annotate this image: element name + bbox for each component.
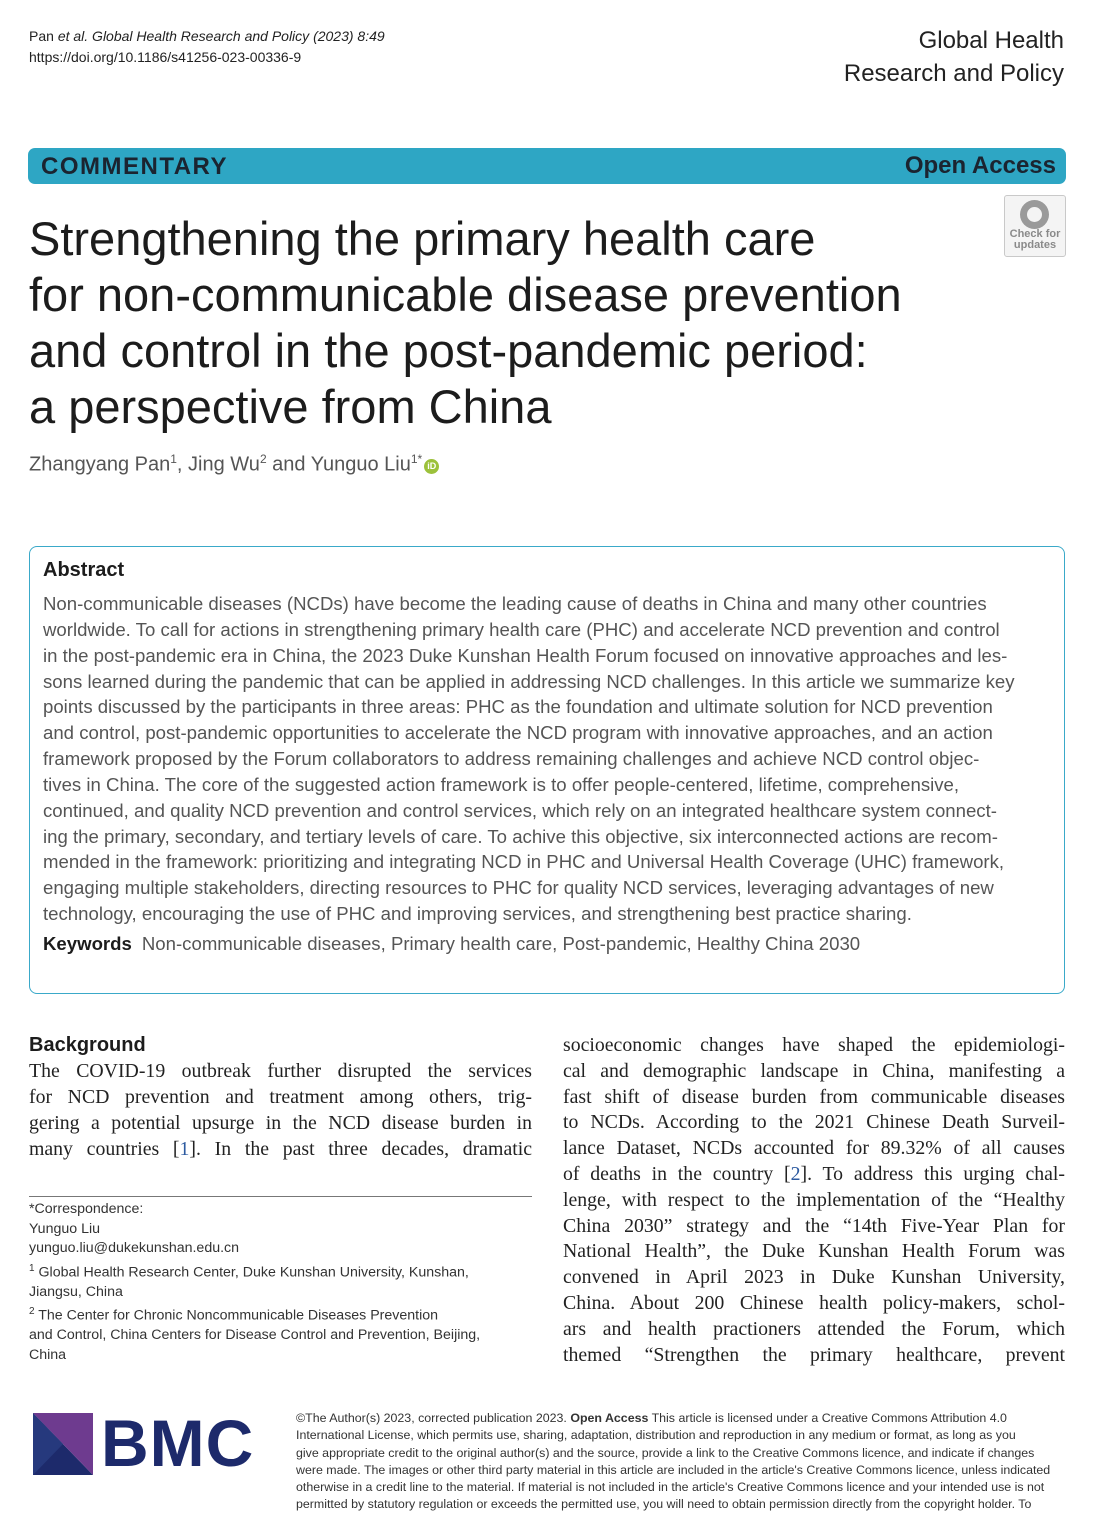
license-copyright: ©The Author(s) 2023, corrected publication 2023. bbox=[296, 1411, 571, 1425]
body-line: lance Dataset, NCDs accounted for 89.32% of all causes bbox=[563, 1137, 1065, 1160]
abstract-heading: Abstract bbox=[43, 559, 125, 581]
correspondence-label: *Correspondence: bbox=[29, 1201, 144, 1217]
abstract-box bbox=[29, 546, 1065, 994]
license-line: permitted by statutory regulation or exceeds the permitted use, you will need to obtain permission directly from the copyright holder. To bbox=[296, 1497, 1032, 1512]
body-column-left bbox=[29, 1059, 532, 1163]
abstract-line: Non-communicable diseases (NCDs) have become the leading cause of deaths in China and many other countries bbox=[43, 593, 987, 614]
affiliation-number: 1 bbox=[29, 1262, 35, 1274]
affiliation-1-cont: Jiangsu, China bbox=[29, 1283, 123, 1300]
body-line: convened in April 2023 in Duke Kunshan University, bbox=[563, 1266, 1065, 1289]
author-list bbox=[29, 452, 439, 477]
author-separator: , bbox=[176, 453, 189, 476]
body-line: The COVID-19 outbreak further disrupted the services bbox=[29, 1060, 532, 1082]
open-access-label: Open Access bbox=[904, 152, 1056, 179]
check-updates-line1: Check for bbox=[1009, 228, 1061, 240]
abstract-text bbox=[43, 591, 1055, 927]
journal-name bbox=[844, 24, 1064, 90]
abstract-line: engaging multiple stakeholders, directing resources to PHC for quality NCD services, leveraging advantages of new bbox=[43, 877, 994, 899]
keywords-line bbox=[43, 933, 860, 955]
license-line: were made. The images or other third party material in this article are included in the article's Creative Commons licence, unless indicated bbox=[296, 1462, 1051, 1477]
body-line: ars and health practioners attended the Forum, which bbox=[563, 1317, 1065, 1340]
body-line: cal and demographic landscape in China, manifesting a bbox=[563, 1059, 1065, 1082]
author-name[interactable]: Yunguo Liu bbox=[310, 453, 411, 476]
affiliation-text: Global Health Research Center, Duke Kunshan University, Kunshan, bbox=[34, 1264, 469, 1281]
affiliation-1 bbox=[29, 1259, 532, 1283]
abstract-line: mended in the framework: prioritizing and integrating NCD in PHC and Universal Health Coverage (UHC) framework, bbox=[43, 851, 1005, 873]
bmc-logo-text: BMC bbox=[101, 1406, 255, 1480]
article-type-label: COMMENTARY bbox=[41, 153, 228, 180]
keywords-label: Keywords bbox=[43, 933, 132, 954]
affiliation-2 bbox=[29, 1302, 532, 1326]
abstract-line: tives in China. The core of the suggested action framework is to offer people-centered, lifetime, comprehensive, bbox=[43, 773, 960, 795]
article-title bbox=[29, 211, 969, 435]
reference-link[interactable]: 1 bbox=[179, 1137, 190, 1160]
license-text bbox=[296, 1410, 1066, 1514]
license-text-part: This article is licensed under a Creative Commons Attribution 4.0 bbox=[648, 1411, 1007, 1425]
check-updates-line2: updates bbox=[1013, 239, 1057, 251]
title-line: for non-communicable disease prevention bbox=[29, 268, 902, 321]
license-line bbox=[296, 1410, 1066, 1427]
author-name[interactable]: Jing Wu bbox=[188, 453, 260, 476]
body-line: socioeconomic changes have shaped the epidemiologi- bbox=[563, 1034, 1065, 1056]
affiliation-2-cont: and Control, China Centers for Disease Control and Prevention, Beijing, bbox=[29, 1327, 481, 1344]
orcid-icon[interactable]: iD bbox=[424, 459, 439, 474]
author-separator: and bbox=[266, 453, 311, 476]
keywords-list: Non-communicable diseases, Primary health care, Post-pandemic, Healthy China 2030 bbox=[141, 933, 861, 954]
footnote-divider bbox=[29, 1196, 532, 1197]
license-line: give appropriate credit to the original author(s) and the source, provide a link to the Creative Commons licence, and indicate if changes bbox=[296, 1445, 1035, 1460]
body-line: lenge, with respect to the implementation of the “Healthy bbox=[563, 1188, 1065, 1211]
citation-journal: et al. Global Health Research and Policy bbox=[57, 28, 310, 44]
body-line: fast shift of disease burden from communicable diseases bbox=[563, 1085, 1065, 1108]
body-line: gering a potential upsurge in the NCD disease burden in bbox=[29, 1111, 532, 1134]
body-line: China. About 200 Chinese health policy-makers, schol- bbox=[563, 1291, 1065, 1314]
abstract-line: technology, encouraging the use of PHC and improving services, and strengthening best practice sharing. bbox=[43, 903, 912, 925]
abstract-line: continued, and quality NCD prevention and control services, which rely on an integrated healthcare system connect- bbox=[43, 799, 997, 821]
abstract-line: and control, post-pandemic opportunities to accelerate the NCD program with innovative approaches, and an action bbox=[43, 722, 993, 744]
title-line: and control in the post-pandemic period: bbox=[29, 324, 868, 377]
citation-header bbox=[29, 26, 385, 68]
license-open-access: Open Access bbox=[570, 1411, 649, 1425]
affiliation-marker: 1* bbox=[410, 452, 423, 466]
body-text: ]. In the past three decades, dramatic bbox=[189, 1137, 532, 1160]
body-text: ]. To address this urging chal- bbox=[800, 1162, 1065, 1185]
reference-link[interactable]: 2 bbox=[790, 1162, 801, 1185]
affiliation-2-cont: China bbox=[29, 1346, 67, 1363]
abstract-line: sons learned during the pandemic that can be applied in addressing NCD challenges. In this article we summarize key bbox=[43, 670, 1015, 692]
abstract-line: in the post-pandemic era in China, the 2023 Duke Kunshan Health Forum focused on innovative approaches and les- bbox=[43, 644, 1008, 666]
abstract-line: ing the primary, secondary, and tertiary levels of care. To achive this objective, six interconnected actions are recom- bbox=[43, 825, 998, 847]
title-line: a perspective from China bbox=[29, 380, 552, 433]
abstract-line: framework proposed by the Forum collaborators to address remaining challenges and achieve NCD control objec- bbox=[43, 748, 980, 770]
bmc-logo[interactable] bbox=[33, 1406, 263, 1480]
check-for-updates-badge[interactable] bbox=[1004, 195, 1066, 257]
article-type-bar bbox=[28, 148, 1066, 184]
body-line: National Health”, the Duke Kunshan Health Forum was bbox=[563, 1240, 1065, 1263]
body-text: of deaths in the country [ bbox=[563, 1162, 791, 1185]
correspondence-name: Yunguo Liu bbox=[29, 1220, 101, 1237]
bmc-logo-mark-icon bbox=[33, 1413, 93, 1475]
title-line: Strengthening the primary health care bbox=[29, 212, 816, 265]
affiliation-number: 2 bbox=[29, 1306, 35, 1318]
body-line: to NCDs. According to the 2021 Chinese Death Surveil- bbox=[563, 1111, 1065, 1134]
journal-name-line2: Research and Policy bbox=[843, 60, 1064, 87]
affiliation-marker: 2 bbox=[259, 452, 267, 466]
license-line: otherwise in a credit line to the material. If material is not included in the article's Creative Commons licence and your intended use is not bbox=[296, 1480, 1045, 1495]
citation-first-author: Pan bbox=[29, 28, 54, 44]
footnotes bbox=[29, 1200, 532, 1365]
body-line bbox=[563, 1162, 1065, 1188]
affiliation-text: The Center for Chronic Noncommunicable Diseases Prevention bbox=[34, 1307, 439, 1324]
body-line bbox=[29, 1137, 532, 1163]
affiliation-marker: 1 bbox=[170, 452, 177, 466]
body-line: themed “Strengthen the primary healthcare, prevent bbox=[563, 1343, 1065, 1366]
body-line: China 2030” strategy and the “14th Five-Year Plan for bbox=[563, 1214, 1065, 1237]
crossmark-icon bbox=[1020, 200, 1049, 229]
background-heading: Background bbox=[29, 1034, 146, 1056]
author-name[interactable]: Zhangyang Pan bbox=[29, 453, 171, 476]
journal-name-line1: Global Health bbox=[918, 27, 1064, 54]
body-column-right bbox=[563, 1033, 1065, 1368]
citation-year: (2023) 8:49 bbox=[313, 28, 385, 44]
abstract-line: worldwide. To call for actions in strengthening primary health care (PHC) and accelerate NCD prevention and control bbox=[43, 618, 1000, 640]
correspondence-email[interactable]: yunguo.liu@dukekunshan.edu.cn bbox=[29, 1240, 240, 1256]
abstract-line: points discussed by the participants in three areas: PHC as the foundation and ultimate solution for NCD prevention bbox=[43, 696, 993, 718]
body-line: for NCD prevention and treatment among others, trig- bbox=[29, 1085, 532, 1108]
license-line: International License, which permits use, sharing, adaptation, distribution and reproduction in any medium or format, as long as you bbox=[296, 1428, 1016, 1443]
doi-link[interactable]: https://doi.org/10.1186/s41256-023-00336-9 bbox=[29, 49, 302, 65]
body-text: many countries [ bbox=[29, 1137, 180, 1160]
